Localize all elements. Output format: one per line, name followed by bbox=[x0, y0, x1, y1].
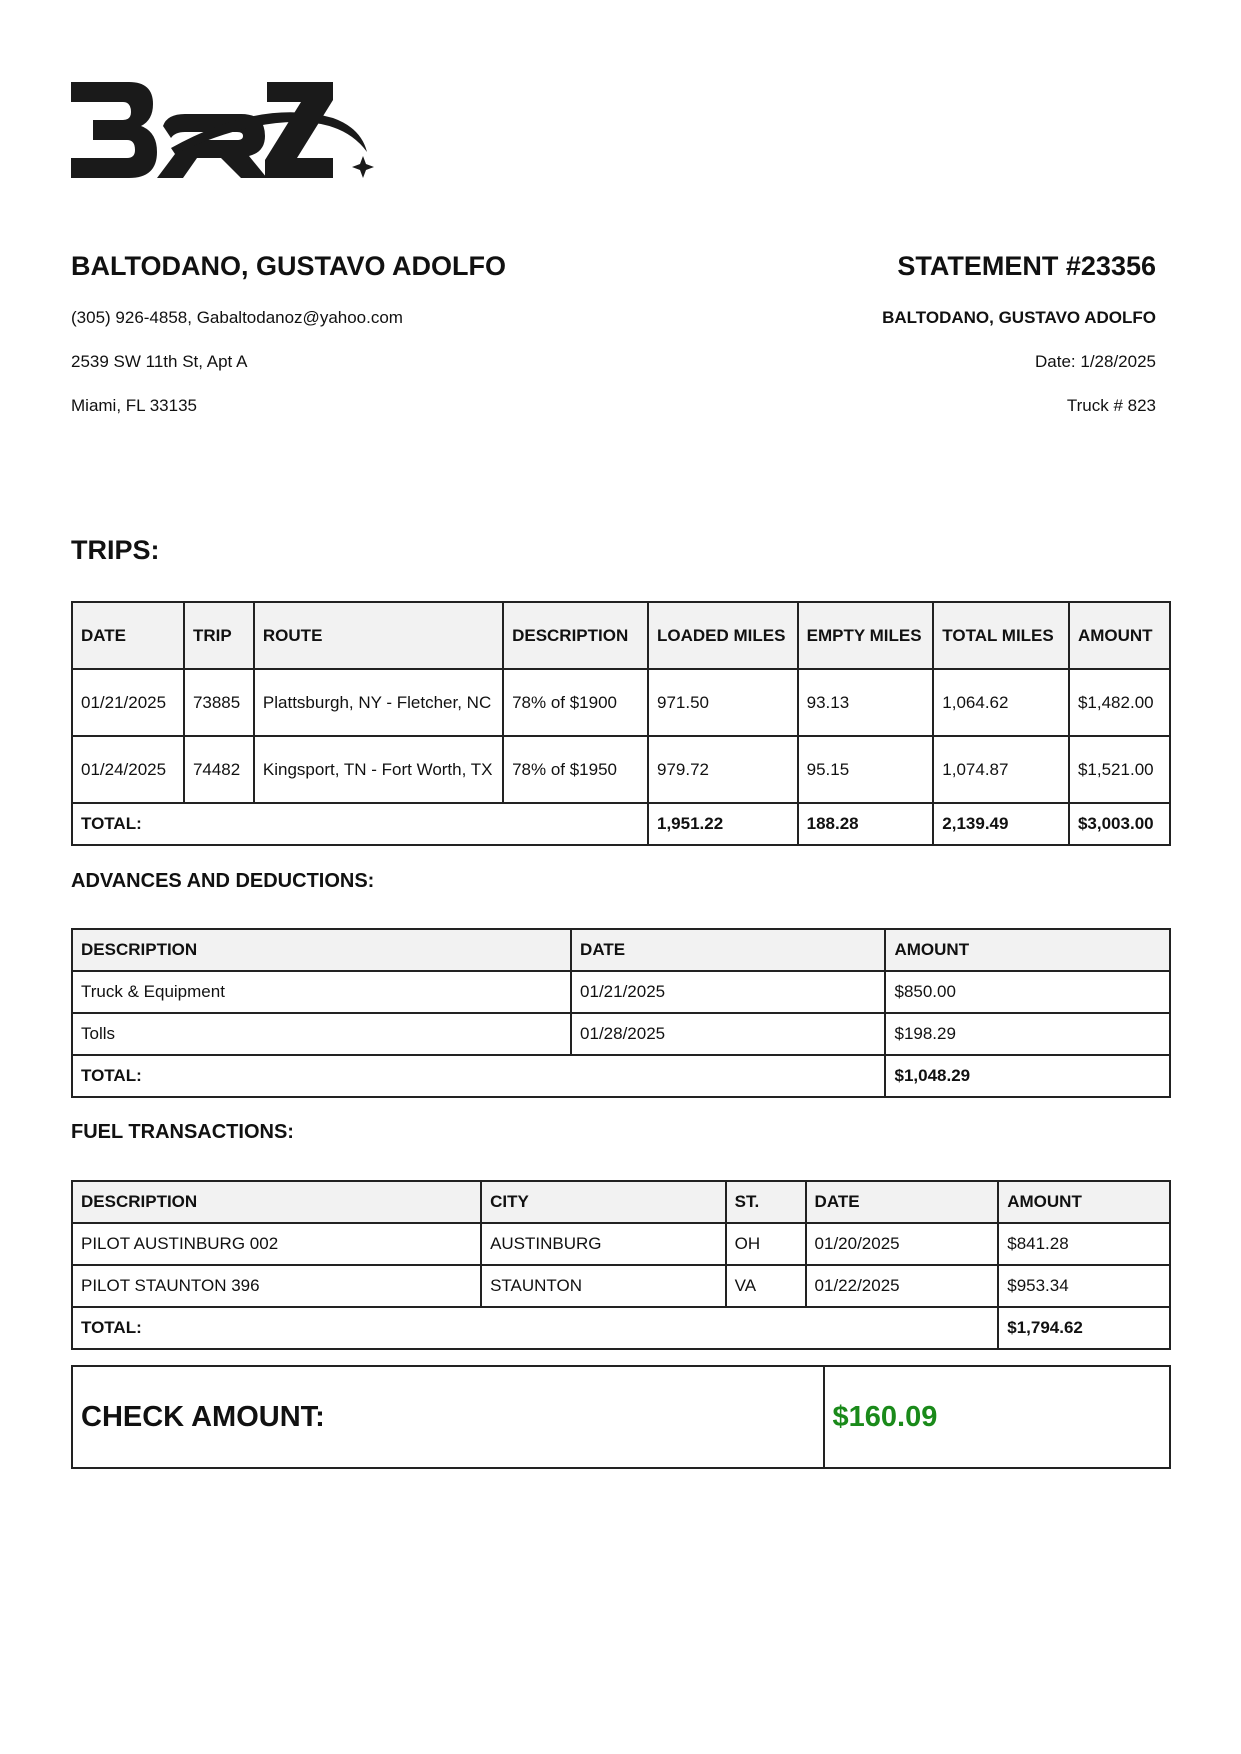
advance-date: 01/21/2025 bbox=[571, 971, 885, 1013]
fuel-city: STAUNTON bbox=[481, 1265, 726, 1307]
advances-table bbox=[71, 928, 1171, 1098]
trip-route: Kingsport, TN - Fort Worth, TX bbox=[254, 736, 503, 803]
column-header: DESCRIPTION bbox=[72, 929, 571, 971]
column-header: ROUTE bbox=[254, 602, 503, 669]
column-header: TOTAL MILES bbox=[933, 602, 1069, 669]
check-amount-table bbox=[71, 1365, 1171, 1469]
trip-description: 78% of $1950 bbox=[503, 736, 648, 803]
table-header-row bbox=[72, 1181, 1170, 1223]
column-header: ST. bbox=[726, 1181, 806, 1223]
column-header: CITY bbox=[481, 1181, 726, 1223]
advances-title: ADVANCES AND DEDUCTIONS: bbox=[71, 870, 375, 892]
check-amount-row bbox=[72, 1366, 1170, 1468]
total-label: TOTAL: bbox=[72, 1055, 885, 1097]
column-header: DATE bbox=[571, 929, 885, 971]
total-amount: $3,003.00 bbox=[1069, 803, 1170, 845]
table-row bbox=[72, 736, 1170, 803]
trip-amount: $1,521.00 bbox=[1069, 736, 1170, 803]
table-header-row bbox=[72, 929, 1170, 971]
check-amount-value: $160.09 bbox=[824, 1366, 1170, 1468]
trip-loaded-miles: 971.50 bbox=[648, 669, 798, 736]
fuel-description: PILOT AUSTINBURG 002 bbox=[72, 1223, 481, 1265]
fuel-date: 01/20/2025 bbox=[806, 1223, 999, 1265]
statement-title: STATEMENT #23356 bbox=[897, 251, 1156, 281]
column-header: AMOUNT bbox=[1069, 602, 1170, 669]
fuel-date: 01/22/2025 bbox=[806, 1265, 999, 1307]
trip-number: 74482 bbox=[184, 736, 254, 803]
total-miles: 2,139.49 bbox=[933, 803, 1069, 845]
statement-info bbox=[882, 250, 1156, 416]
fuel-table bbox=[71, 1180, 1171, 1350]
fuel-amount: $841.28 bbox=[998, 1223, 1170, 1265]
fuel-city: AUSTINBURG bbox=[481, 1223, 726, 1265]
trip-number: 73885 bbox=[184, 669, 254, 736]
table-header-row bbox=[72, 602, 1170, 669]
fuel-total: $1,794.62 bbox=[998, 1307, 1170, 1349]
column-header: AMOUNT bbox=[885, 929, 1170, 971]
table-total-row bbox=[72, 803, 1170, 845]
trip-total-miles: 1,074.87 bbox=[933, 736, 1069, 803]
statement-driver-name: BALTODANO, GUSTAVO ADOLFO bbox=[882, 308, 1156, 327]
driver-info bbox=[71, 250, 506, 416]
trip-amount: $1,482.00 bbox=[1069, 669, 1170, 736]
fuel-state: OH bbox=[726, 1223, 806, 1265]
table-row bbox=[72, 669, 1170, 736]
trip-empty-miles: 95.15 bbox=[798, 736, 934, 803]
trip-description: 78% of $1900 bbox=[503, 669, 648, 736]
advance-amount: $198.29 bbox=[885, 1013, 1170, 1055]
table-total-row bbox=[72, 1307, 1170, 1349]
column-header: DATE bbox=[72, 602, 184, 669]
advance-description: Tolls bbox=[72, 1013, 571, 1055]
advance-amount: $850.00 bbox=[885, 971, 1170, 1013]
total-label: TOTAL: bbox=[72, 1307, 998, 1349]
trips-title: TRIPS: bbox=[71, 535, 160, 565]
driver-contact: (305) 926-4858, Gabaltodanoz@yahoo.com bbox=[71, 308, 403, 327]
driver-name: BALTODANO, GUSTAVO ADOLFO bbox=[71, 251, 506, 281]
brz-logo bbox=[71, 78, 381, 193]
trip-date: 01/21/2025 bbox=[72, 669, 184, 736]
total-loaded-miles: 1,951.22 bbox=[648, 803, 798, 845]
trip-route: Plattsburgh, NY - Fletcher, NC bbox=[254, 669, 503, 736]
fuel-title: FUEL TRANSACTIONS: bbox=[71, 1121, 294, 1143]
check-amount-label: CHECK AMOUNT: bbox=[72, 1366, 824, 1468]
trip-total-miles: 1,064.62 bbox=[933, 669, 1069, 736]
fuel-amount: $953.34 bbox=[998, 1265, 1170, 1307]
total-label: TOTAL: bbox=[72, 803, 648, 845]
driver-address-line1: 2539 SW 11th St, Apt A bbox=[71, 352, 248, 371]
statement-truck: Truck # 823 bbox=[1066, 396, 1156, 415]
fuel-description: PILOT STAUNTON 396 bbox=[72, 1265, 481, 1307]
table-row bbox=[72, 971, 1170, 1013]
driver-address-line2: Miami, FL 33135 bbox=[71, 396, 197, 415]
column-header: TRIP bbox=[184, 602, 254, 669]
advance-date: 01/28/2025 bbox=[571, 1013, 885, 1055]
total-empty-miles: 188.28 bbox=[798, 803, 934, 845]
table-row bbox=[72, 1013, 1170, 1055]
trips-table bbox=[71, 601, 1171, 846]
trip-loaded-miles: 979.72 bbox=[648, 736, 798, 803]
trip-date: 01/24/2025 bbox=[72, 736, 184, 803]
statement-date: Date: 1/28/2025 bbox=[1035, 352, 1156, 371]
advances-total: $1,048.29 bbox=[885, 1055, 1170, 1097]
fuel-state: VA bbox=[726, 1265, 806, 1307]
trip-empty-miles: 93.13 bbox=[798, 669, 934, 736]
column-header: DATE bbox=[806, 1181, 999, 1223]
table-row bbox=[72, 1265, 1170, 1307]
table-total-row bbox=[72, 1055, 1170, 1097]
column-header: LOADED MILES bbox=[648, 602, 798, 669]
advance-description: Truck & Equipment bbox=[72, 971, 571, 1013]
table-row bbox=[72, 1223, 1170, 1265]
column-header: EMPTY MILES bbox=[798, 602, 934, 669]
column-header: DESCRIPTION bbox=[72, 1181, 481, 1223]
column-header: DESCRIPTION bbox=[503, 602, 648, 669]
column-header: AMOUNT bbox=[998, 1181, 1170, 1223]
